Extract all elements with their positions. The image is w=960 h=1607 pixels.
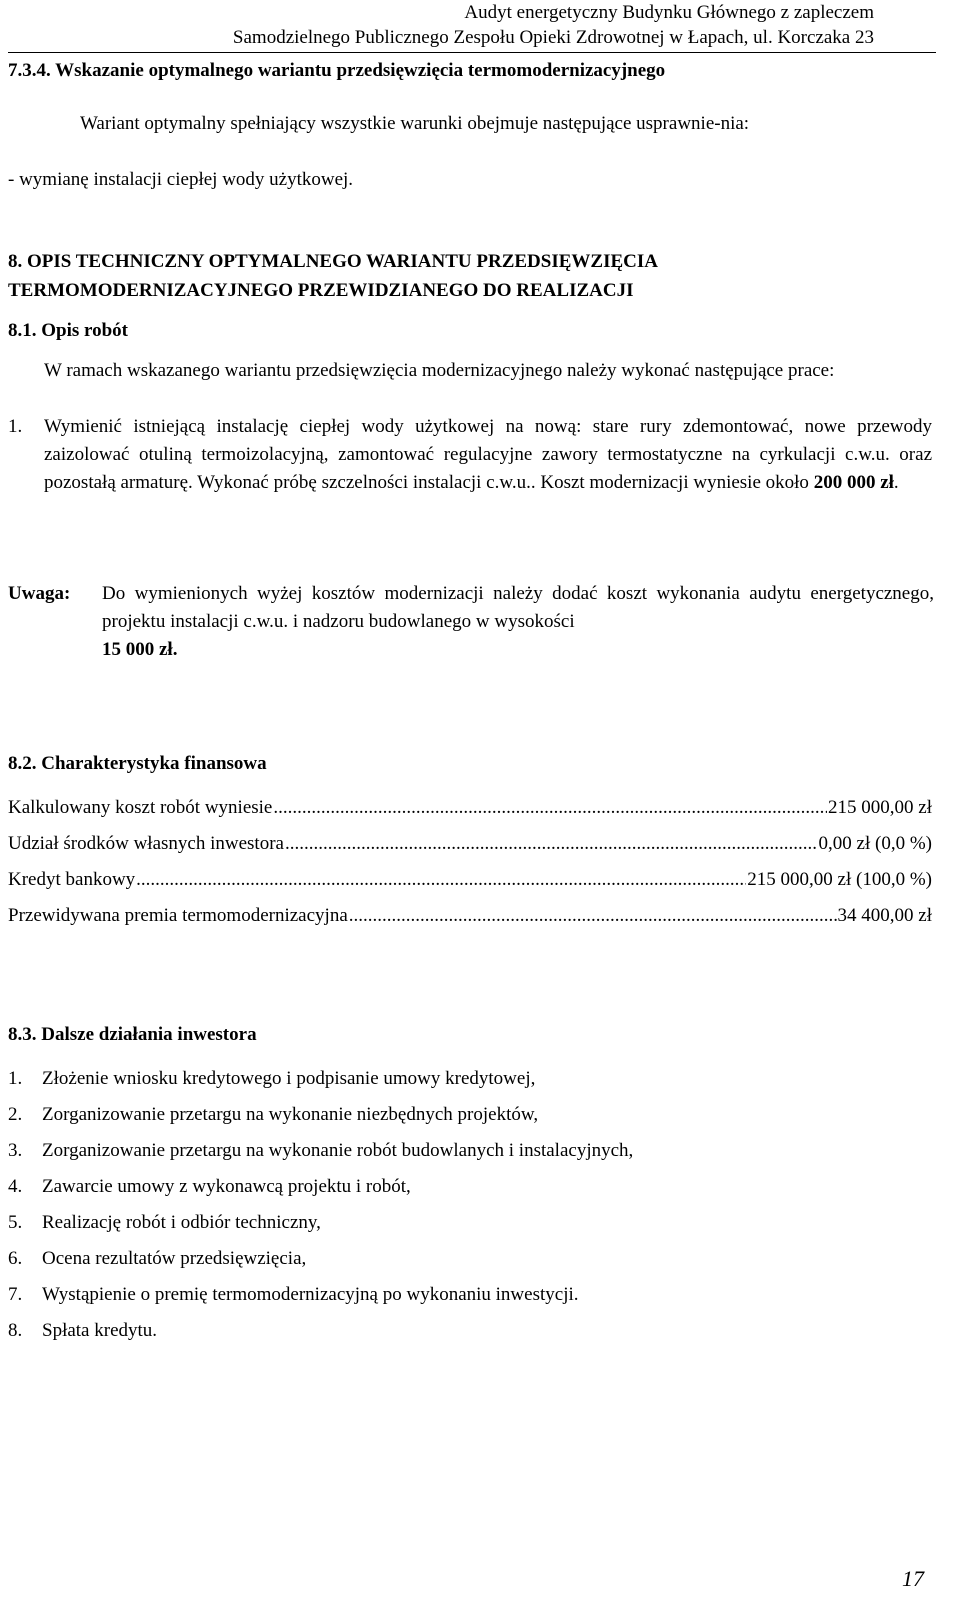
section-8-1-heading: 8.1. Opis robót [8,320,129,341]
list-item-number: 8. [8,1320,23,1341]
dot-leader [136,866,746,894]
note-text: Do wymienionych wyżej kosztów modernizacji należy dodać koszt wykonania audytu energetycznego, projektu instalacji c.w.u. i nadzoru budowlanego w wysokości [102,583,934,632]
finance-label: Przewidywana premia termomodernizacyjna [8,905,348,926]
header-line-2: Samodzielnego Publicznego Zespołu Opieki Zdrowotnej w Łapach, ul. Korczaka 23 [232,27,874,48]
section-8-heading-line-1: 8. OPIS TECHNICZNY OPTYMALNEGO WARIANTU PRZEDSIĘWZIĘCIA [8,251,658,272]
note-body [102,580,934,664]
section-8-1-intro [8,357,932,385]
header-line-1: Audyt energetyczny Budynku Głównego z zapleczem [464,2,874,23]
list-item-number: 1. [8,1068,23,1089]
list-item-text: Wystąpienie o premię termomodernizacyjną po wykonaniu inwestycji. [42,1284,579,1305]
section-8-1-item-number: 1. [8,416,23,437]
section-8-heading-line-2: TERMOMODERNIZACYJNEGO PRZEWIDZIANEGO DO REALIZACJI [8,280,634,301]
section-7-3-4-heading: 7.3.4. Wskazanie optymalnego wariantu przedsięwzięcia termomodernizacyjnego [8,60,666,81]
list-item [8,1281,579,1309]
finance-row-own-funds [8,830,932,858]
list-item [8,1173,411,1201]
list-item-text: Zorganizowanie przetargu na wykonanie robót budowlanych i instalacyjnych, [42,1140,634,1161]
finance-label: Kredyt bankowy [8,869,136,890]
list-item-number: 6. [8,1248,23,1269]
list-item-text: Realizację robót i odbiór techniczny, [42,1212,321,1233]
list-item-text: Spłata kredytu. [42,1320,158,1341]
finance-value: 0,00 zł (0,0 %) [818,833,932,854]
finance-row-total-cost [8,794,932,822]
list-item [8,1101,538,1129]
section-8-1-item-text: Wymienić istniejącą instalację ciepłej wody użytkowej na nową: stare rury zdemontować, nowe przewody zaizolować otuliną termoizolacyjną, zamontować regulacyjne zawory termostatyczne na cyrkulacji c.w.u. oraz pozostałą armaturę. Wykonać próbę szczelności instalacji c.w.u.. Koszt modernizacji wyniesie około [44,416,932,493]
section-8-1-item-end: . [893,472,899,493]
section-8-2-heading: 8.2. Charakterystyka finansowa [8,753,267,774]
finance-row-premium [8,902,932,930]
modernization-cost: 200 000 zł [813,472,894,493]
list-item [8,1317,157,1345]
section-8-1-intro-text: W ramach wskazanego wariantu przedsięwzięcia modernizacyjnego należy wykonać następujące prace: [44,360,835,381]
finance-row-bank-loan [8,866,932,894]
list-item-number: 7. [8,1284,23,1305]
note-label: Uwaga: [8,583,71,604]
list-item-text: Zawarcie umowy z wykonawcą projektu i robót, [42,1176,411,1197]
list-item-number: 5. [8,1212,23,1233]
list-item-text: Ocena rezultatów przedsięwzięcia, [42,1248,307,1269]
finance-value: 215 000,00 zł [828,797,932,818]
list-item-text: Złożenie wniosku kredytowego i podpisanie umowy kredytowej, [42,1068,536,1089]
finance-value: 215 000,00 zł (100,0 %) [747,869,932,890]
dot-leader [285,830,818,858]
list-item [8,1209,321,1237]
finance-value: 34 400,00 zł [837,905,932,926]
list-item [8,1137,633,1165]
section-7-3-4-paragraph: Wariant optymalny spełniający wszystkie warunki obejmuje następujące usprawnie-nia: [80,113,750,134]
page-number: 17 [902,1566,924,1591]
dot-leader [349,902,837,930]
list-item [8,1245,306,1273]
section-7-3-4-bullet: - wymianę instalacji ciepłej wody użytkowej. [8,169,354,190]
section-8-1-item [8,413,932,497]
finance-label: Udział środków własnych inwestora [8,833,284,854]
section-8-1-item-body [44,413,932,497]
finance-label: Kalkulowany koszt robót wyniesie [8,797,273,818]
list-item-number: 2. [8,1104,23,1125]
note-amount: 15 000 zł. [102,639,178,660]
page-header [233,0,874,50]
list-item [8,1065,535,1093]
section-8-3-heading: 8.3. Dalsze działania inwestora [8,1024,257,1045]
dot-leader [273,794,827,822]
list-item-number: 4. [8,1176,23,1197]
header-divider [8,52,936,53]
list-item-text: Zorganizowanie przetargu na wykonanie niezbędnych projektów, [42,1104,539,1125]
list-item-number: 3. [8,1140,23,1161]
note-block [8,580,934,664]
